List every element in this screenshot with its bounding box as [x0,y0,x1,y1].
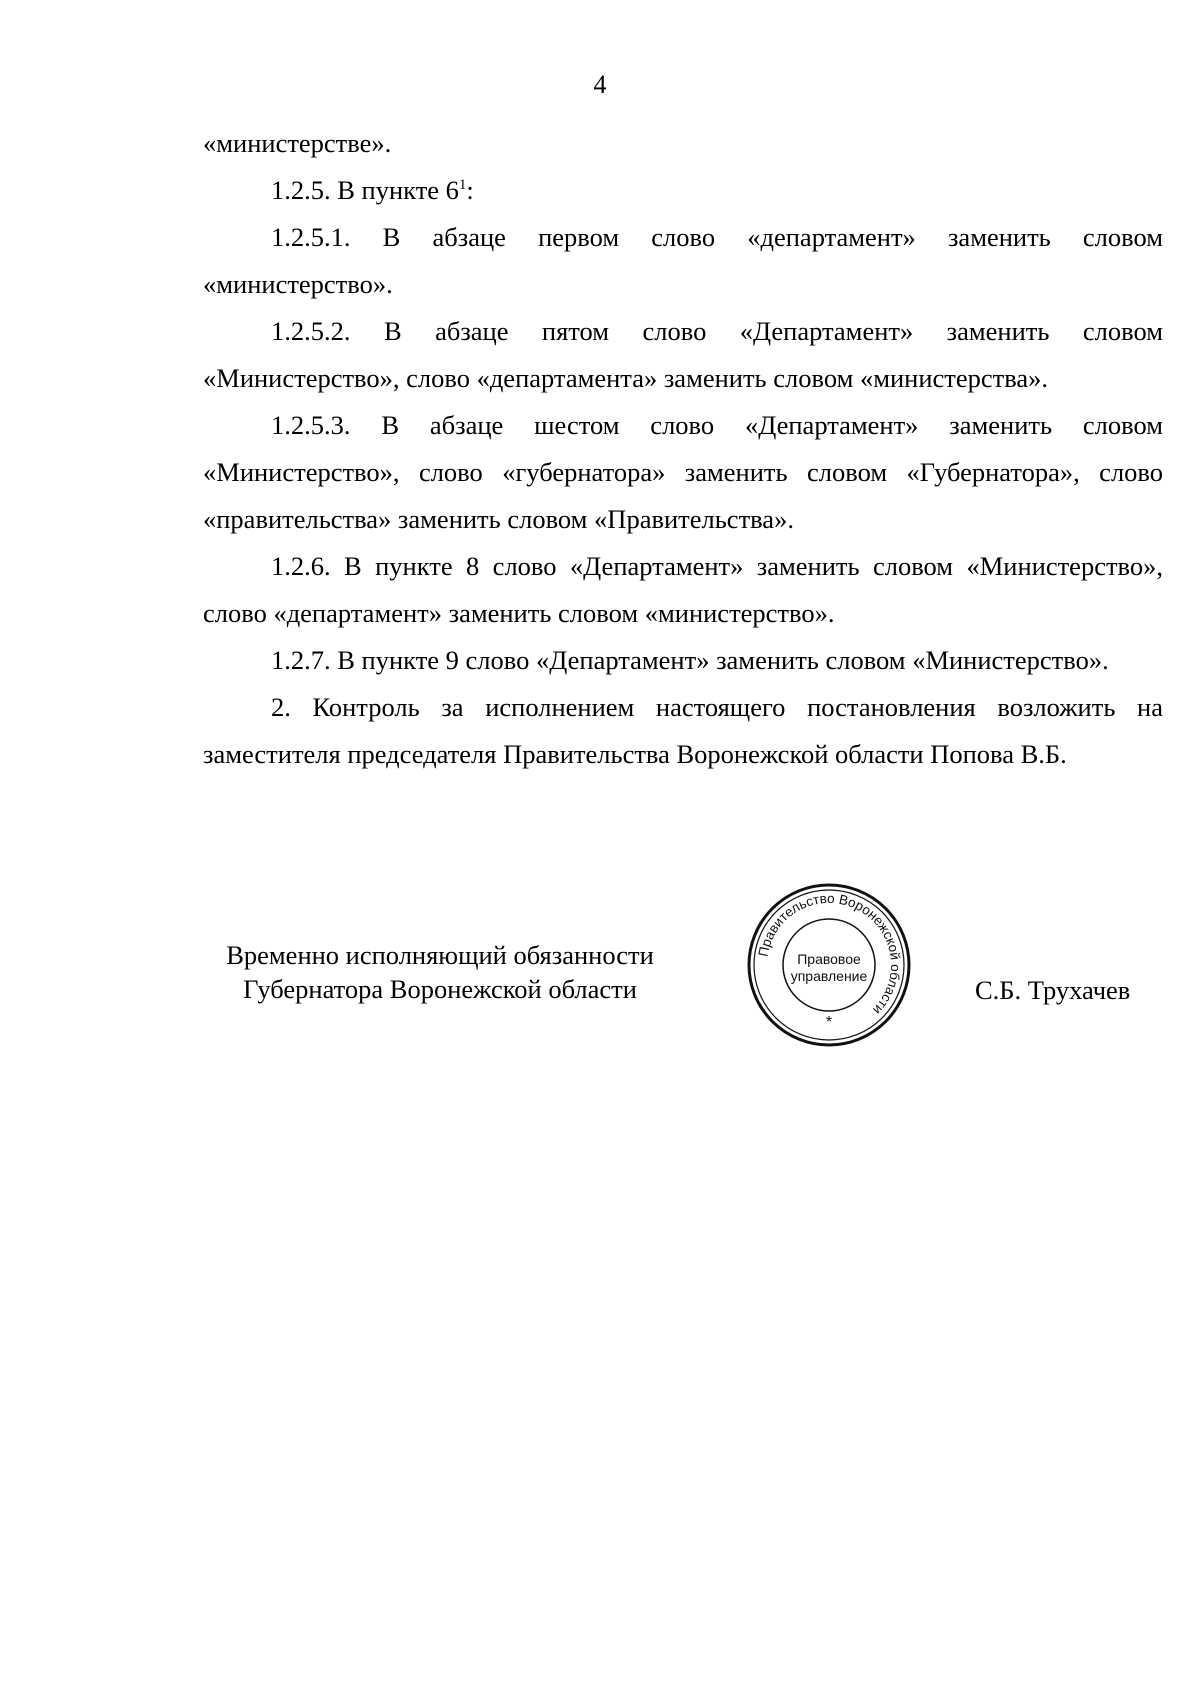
legal-department-stamp [744,880,914,1050]
paragraph-1-2-6: 1.2.6. В пункте 8 слово «Департамент» заменить словом «Министерство», слово «департамент» заменить словом «министерство». [203,551,1163,628]
stamp-center-line2: управление [790,968,868,984]
signatory-position [200,938,680,1006]
signatory-name: С.Б. Трухачев [975,975,1131,1005]
paragraph-1-2-5-1: 1.2.5.1. В абзаце первом слово «департамент» заменить словом «министерство». [203,222,1163,299]
stamp-star: * [825,1014,833,1031]
paragraph-continuation: «министерстве». [203,128,392,158]
paragraph-1-2-5-colon: : [466,175,474,205]
stamp-center-line1: Правовое [797,951,861,967]
paragraph-1-2-5-text: 1.2.5. В пункте 6 [271,175,459,205]
paragraph-1-2-5-3: 1.2.5.3. В абзаце шестом слово «Департамент» заменить словом «Министерство», слово «губернатора» заменить словом «Губернатора», слово «правительства» заменить словом «Правительства». [203,410,1163,534]
paragraph-1-2-7: 1.2.7. В пункте 9 слово «Департамент» заменить словом «Министерство». [271,645,1109,675]
document-body [203,120,1163,778]
superscript: 1 [458,177,467,194]
paragraph-1-2-5-2: 1.2.5.2. В абзаце пятом слово «Департамент» заменить словом «Министерство», слово «департамента» заменить словом «министерства». [203,316,1163,393]
signatory-position-line1: Временно исполняющий обязанности [226,940,654,970]
stamp-ring-text: Правительство Воронежской области [755,890,904,1018]
signatory-position-line2: Губернатора Воронежской области [243,974,637,1004]
paragraph-1-2-5 [203,167,1163,214]
paragraph-2-control: 2. Контроль за исполнением настоящего постановления возложить на заместителя председателя Правительства Воронежской области Попова В.Б. [203,692,1163,769]
page-number: 4 [593,70,607,99]
